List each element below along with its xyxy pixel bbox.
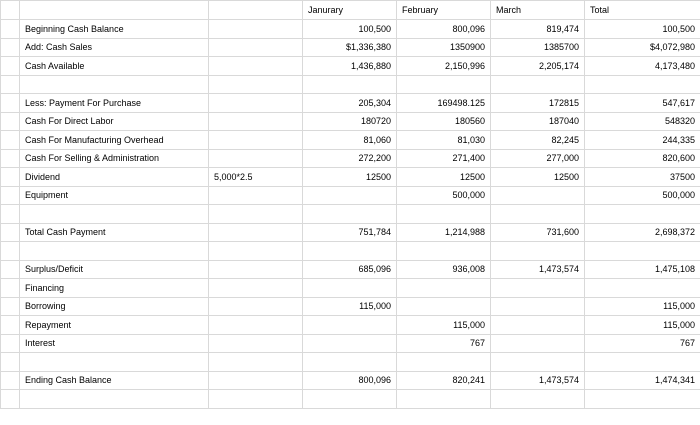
row-label-cell[interactable]: Cash For Direct Labor [20, 112, 209, 131]
table-row [1, 353, 700, 372]
value-cell[interactable] [491, 316, 585, 335]
value-cell[interactable]: 115,000 [585, 297, 700, 316]
note-cell[interactable] [209, 371, 303, 390]
note-cell[interactable] [209, 131, 303, 150]
value-cell[interactable]: 100,500 [303, 20, 397, 39]
row-gutter-cell[interactable] [1, 205, 20, 224]
note-cell[interactable] [209, 1, 303, 20]
note-cell[interactable] [209, 242, 303, 261]
value-cell[interactable]: 115,000 [397, 316, 491, 335]
row-label-cell[interactable]: Surplus/Deficit [20, 260, 209, 279]
value-cell[interactable] [397, 279, 491, 298]
note-cell[interactable] [209, 57, 303, 76]
value-cell[interactable]: 2,150,996 [397, 57, 491, 76]
row-label-cell[interactable] [20, 205, 209, 224]
table-row [1, 205, 700, 224]
row-gutter-cell[interactable] [1, 279, 20, 298]
value-cell[interactable]: 1,475,108 [585, 260, 700, 279]
value-cell[interactable]: 819,474 [491, 20, 585, 39]
value-cell[interactable] [491, 205, 585, 224]
value-cell[interactable]: 1,474,341 [585, 371, 700, 390]
value-cell[interactable]: 4,173,480 [585, 57, 700, 76]
row-label-cell[interactable]: Dividend [20, 168, 209, 187]
value-cell[interactable]: 500,000 [585, 186, 700, 205]
row-gutter-cell[interactable] [1, 75, 20, 94]
note-cell[interactable] [209, 353, 303, 372]
value-cell[interactable] [585, 242, 700, 261]
note-cell[interactable] [209, 94, 303, 113]
note-cell[interactable] [209, 316, 303, 335]
value-cell[interactable] [397, 242, 491, 261]
value-cell[interactable] [491, 242, 585, 261]
value-cell[interactable]: 169498.125 [397, 94, 491, 113]
row-gutter-cell[interactable] [1, 353, 20, 372]
value-cell[interactable]: 820,600 [585, 149, 700, 168]
row-label-cell[interactable]: Add: Cash Sales [20, 38, 209, 57]
row-gutter-cell[interactable] [1, 334, 20, 353]
row-label-cell[interactable]: Equipment [20, 186, 209, 205]
value-cell[interactable] [397, 75, 491, 94]
value-cell[interactable] [303, 390, 397, 409]
value-cell[interactable]: 936,008 [397, 260, 491, 279]
row-label-cell[interactable]: Borrowing [20, 297, 209, 316]
value-cell[interactable]: 767 [397, 334, 491, 353]
value-cell[interactable]: 244,335 [585, 131, 700, 150]
row-gutter-cell[interactable] [1, 38, 20, 57]
value-cell[interactable]: 81,030 [397, 131, 491, 150]
note-cell[interactable] [209, 260, 303, 279]
value-cell[interactable]: 37500 [585, 168, 700, 187]
value-cell[interactable] [491, 390, 585, 409]
value-cell[interactable]: 12500 [303, 168, 397, 187]
value-cell[interactable]: 81,060 [303, 131, 397, 150]
value-cell[interactable]: 1,473,574 [491, 260, 585, 279]
value-cell[interactable]: 548320 [585, 112, 700, 131]
table-row [1, 94, 700, 113]
value-cell[interactable] [303, 279, 397, 298]
table-row [1, 297, 700, 316]
table-row [1, 316, 700, 335]
value-cell[interactable]: 1385700 [491, 38, 585, 57]
row-label-cell[interactable] [20, 75, 209, 94]
value-cell[interactable] [397, 297, 491, 316]
row-label-cell[interactable]: Financing [20, 279, 209, 298]
table-row [1, 242, 700, 261]
value-cell[interactable] [585, 353, 700, 372]
note-cell[interactable] [209, 297, 303, 316]
row-gutter-cell[interactable] [1, 186, 20, 205]
value-cell[interactable] [397, 353, 491, 372]
row-label-cell[interactable] [20, 390, 209, 409]
note-cell[interactable] [209, 205, 303, 224]
note-cell[interactable] [209, 186, 303, 205]
table-row [1, 223, 700, 242]
row-gutter-cell[interactable] [1, 94, 20, 113]
value-cell[interactable]: 12500 [491, 168, 585, 187]
value-cell[interactable]: 800,096 [303, 371, 397, 390]
column-header-cell[interactable]: Total [585, 1, 700, 20]
value-cell[interactable] [303, 353, 397, 372]
row-label-cell[interactable]: Total Cash Payment [20, 223, 209, 242]
value-cell[interactable] [303, 205, 397, 224]
table-row [1, 260, 700, 279]
row-label-cell[interactable]: Less: Payment For Purchase [20, 94, 209, 113]
value-cell[interactable] [585, 390, 700, 409]
value-cell[interactable]: 277,000 [491, 149, 585, 168]
value-cell[interactable]: 2,698,372 [585, 223, 700, 242]
table-row [1, 20, 700, 39]
value-cell[interactable]: 2,205,174 [491, 57, 585, 76]
value-cell[interactable] [303, 75, 397, 94]
note-cell[interactable] [209, 334, 303, 353]
table-row [1, 57, 700, 76]
table-row [1, 279, 700, 298]
note-cell[interactable] [209, 223, 303, 242]
value-cell[interactable] [303, 242, 397, 261]
value-cell[interactable]: 115,000 [303, 297, 397, 316]
row-gutter-cell[interactable] [1, 390, 20, 409]
row-gutter-cell[interactable] [1, 371, 20, 390]
column-header-cell[interactable]: February [397, 1, 491, 20]
row-gutter-cell[interactable] [1, 168, 20, 187]
row-label-cell[interactable]: Ending Cash Balance [20, 371, 209, 390]
table-row [1, 149, 700, 168]
row-gutter-cell[interactable] [1, 131, 20, 150]
value-cell[interactable] [491, 297, 585, 316]
column-header-cell[interactable]: Janurary [303, 1, 397, 20]
table-row [1, 186, 700, 205]
value-cell[interactable] [491, 186, 585, 205]
value-cell[interactable]: 731,600 [491, 223, 585, 242]
value-cell[interactable]: 271,400 [397, 149, 491, 168]
row-gutter-cell[interactable] [1, 57, 20, 76]
value-cell[interactable]: 82,245 [491, 131, 585, 150]
note-cell[interactable] [209, 149, 303, 168]
value-cell[interactable] [491, 279, 585, 298]
row-gutter-cell[interactable] [1, 297, 20, 316]
value-cell[interactable]: 820,241 [397, 371, 491, 390]
value-cell[interactable]: 1350900 [397, 38, 491, 57]
note-cell[interactable] [209, 75, 303, 94]
value-cell[interactable]: 1,436,880 [303, 57, 397, 76]
value-cell[interactable]: 172815 [491, 94, 585, 113]
row-gutter-cell[interactable] [1, 242, 20, 261]
value-cell[interactable]: 500,000 [397, 186, 491, 205]
row-gutter-cell[interactable] [1, 149, 20, 168]
value-cell[interactable]: 767 [585, 334, 700, 353]
row-gutter-cell[interactable] [1, 260, 20, 279]
value-cell[interactable] [303, 334, 397, 353]
value-cell[interactable]: 100,500 [585, 20, 700, 39]
value-cell[interactable]: 12500 [397, 168, 491, 187]
value-cell[interactable] [397, 390, 491, 409]
row-gutter-cell[interactable] [1, 1, 20, 20]
row-label-cell[interactable]: Repayment [20, 316, 209, 335]
table-row [1, 371, 700, 390]
table-row [1, 334, 700, 353]
value-cell[interactable]: $1,336,380 [303, 38, 397, 57]
note-cell[interactable]: 5,000*2.5 [209, 168, 303, 187]
value-cell[interactable]: $4,072,980 [585, 38, 700, 57]
note-cell[interactable] [209, 279, 303, 298]
table-row [1, 112, 700, 131]
note-cell[interactable] [209, 20, 303, 39]
value-cell[interactable]: 547,617 [585, 94, 700, 113]
row-label-cell[interactable]: Interest [20, 334, 209, 353]
value-cell[interactable] [585, 279, 700, 298]
value-cell[interactable]: 180560 [397, 112, 491, 131]
value-cell[interactable]: 685,096 [303, 260, 397, 279]
value-cell[interactable]: 800,096 [397, 20, 491, 39]
value-cell[interactable]: 272,200 [303, 149, 397, 168]
value-cell[interactable]: 1,473,574 [491, 371, 585, 390]
value-cell[interactable] [585, 75, 700, 94]
header-row [1, 1, 700, 20]
table-row [1, 75, 700, 94]
value-cell[interactable]: 115,000 [585, 316, 700, 335]
value-cell[interactable]: 1,214,988 [397, 223, 491, 242]
value-cell[interactable] [491, 75, 585, 94]
row-label-cell[interactable] [20, 353, 209, 372]
value-cell[interactable]: 751,784 [303, 223, 397, 242]
value-cell[interactable] [491, 334, 585, 353]
row-label-cell[interactable] [20, 242, 209, 261]
row-gutter-cell[interactable] [1, 112, 20, 131]
value-cell[interactable] [303, 186, 397, 205]
row-label-cell[interactable] [20, 1, 209, 20]
value-cell[interactable]: 180720 [303, 112, 397, 131]
table-row [1, 131, 700, 150]
value-cell[interactable] [303, 316, 397, 335]
row-label-cell[interactable]: Cash For Selling & Administration [20, 149, 209, 168]
note-cell[interactable] [209, 390, 303, 409]
column-header-cell[interactable]: March [491, 1, 585, 20]
value-cell[interactable]: 205,304 [303, 94, 397, 113]
row-gutter-cell[interactable] [1, 20, 20, 39]
table-row [1, 168, 700, 187]
row-gutter-cell[interactable] [1, 316, 20, 335]
note-cell[interactable] [209, 112, 303, 131]
table-row [1, 390, 700, 409]
row-label-cell[interactable]: Cash For Manufacturing Overhead [20, 131, 209, 150]
table-row [1, 38, 700, 57]
note-cell[interactable] [209, 38, 303, 57]
row-label-cell[interactable]: Cash Available [20, 57, 209, 76]
value-cell[interactable] [397, 205, 491, 224]
row-gutter-cell[interactable] [1, 223, 20, 242]
value-cell[interactable] [491, 353, 585, 372]
value-cell[interactable] [585, 205, 700, 224]
row-label-cell[interactable]: Beginning Cash Balance [20, 20, 209, 39]
value-cell[interactable]: 187040 [491, 112, 585, 131]
